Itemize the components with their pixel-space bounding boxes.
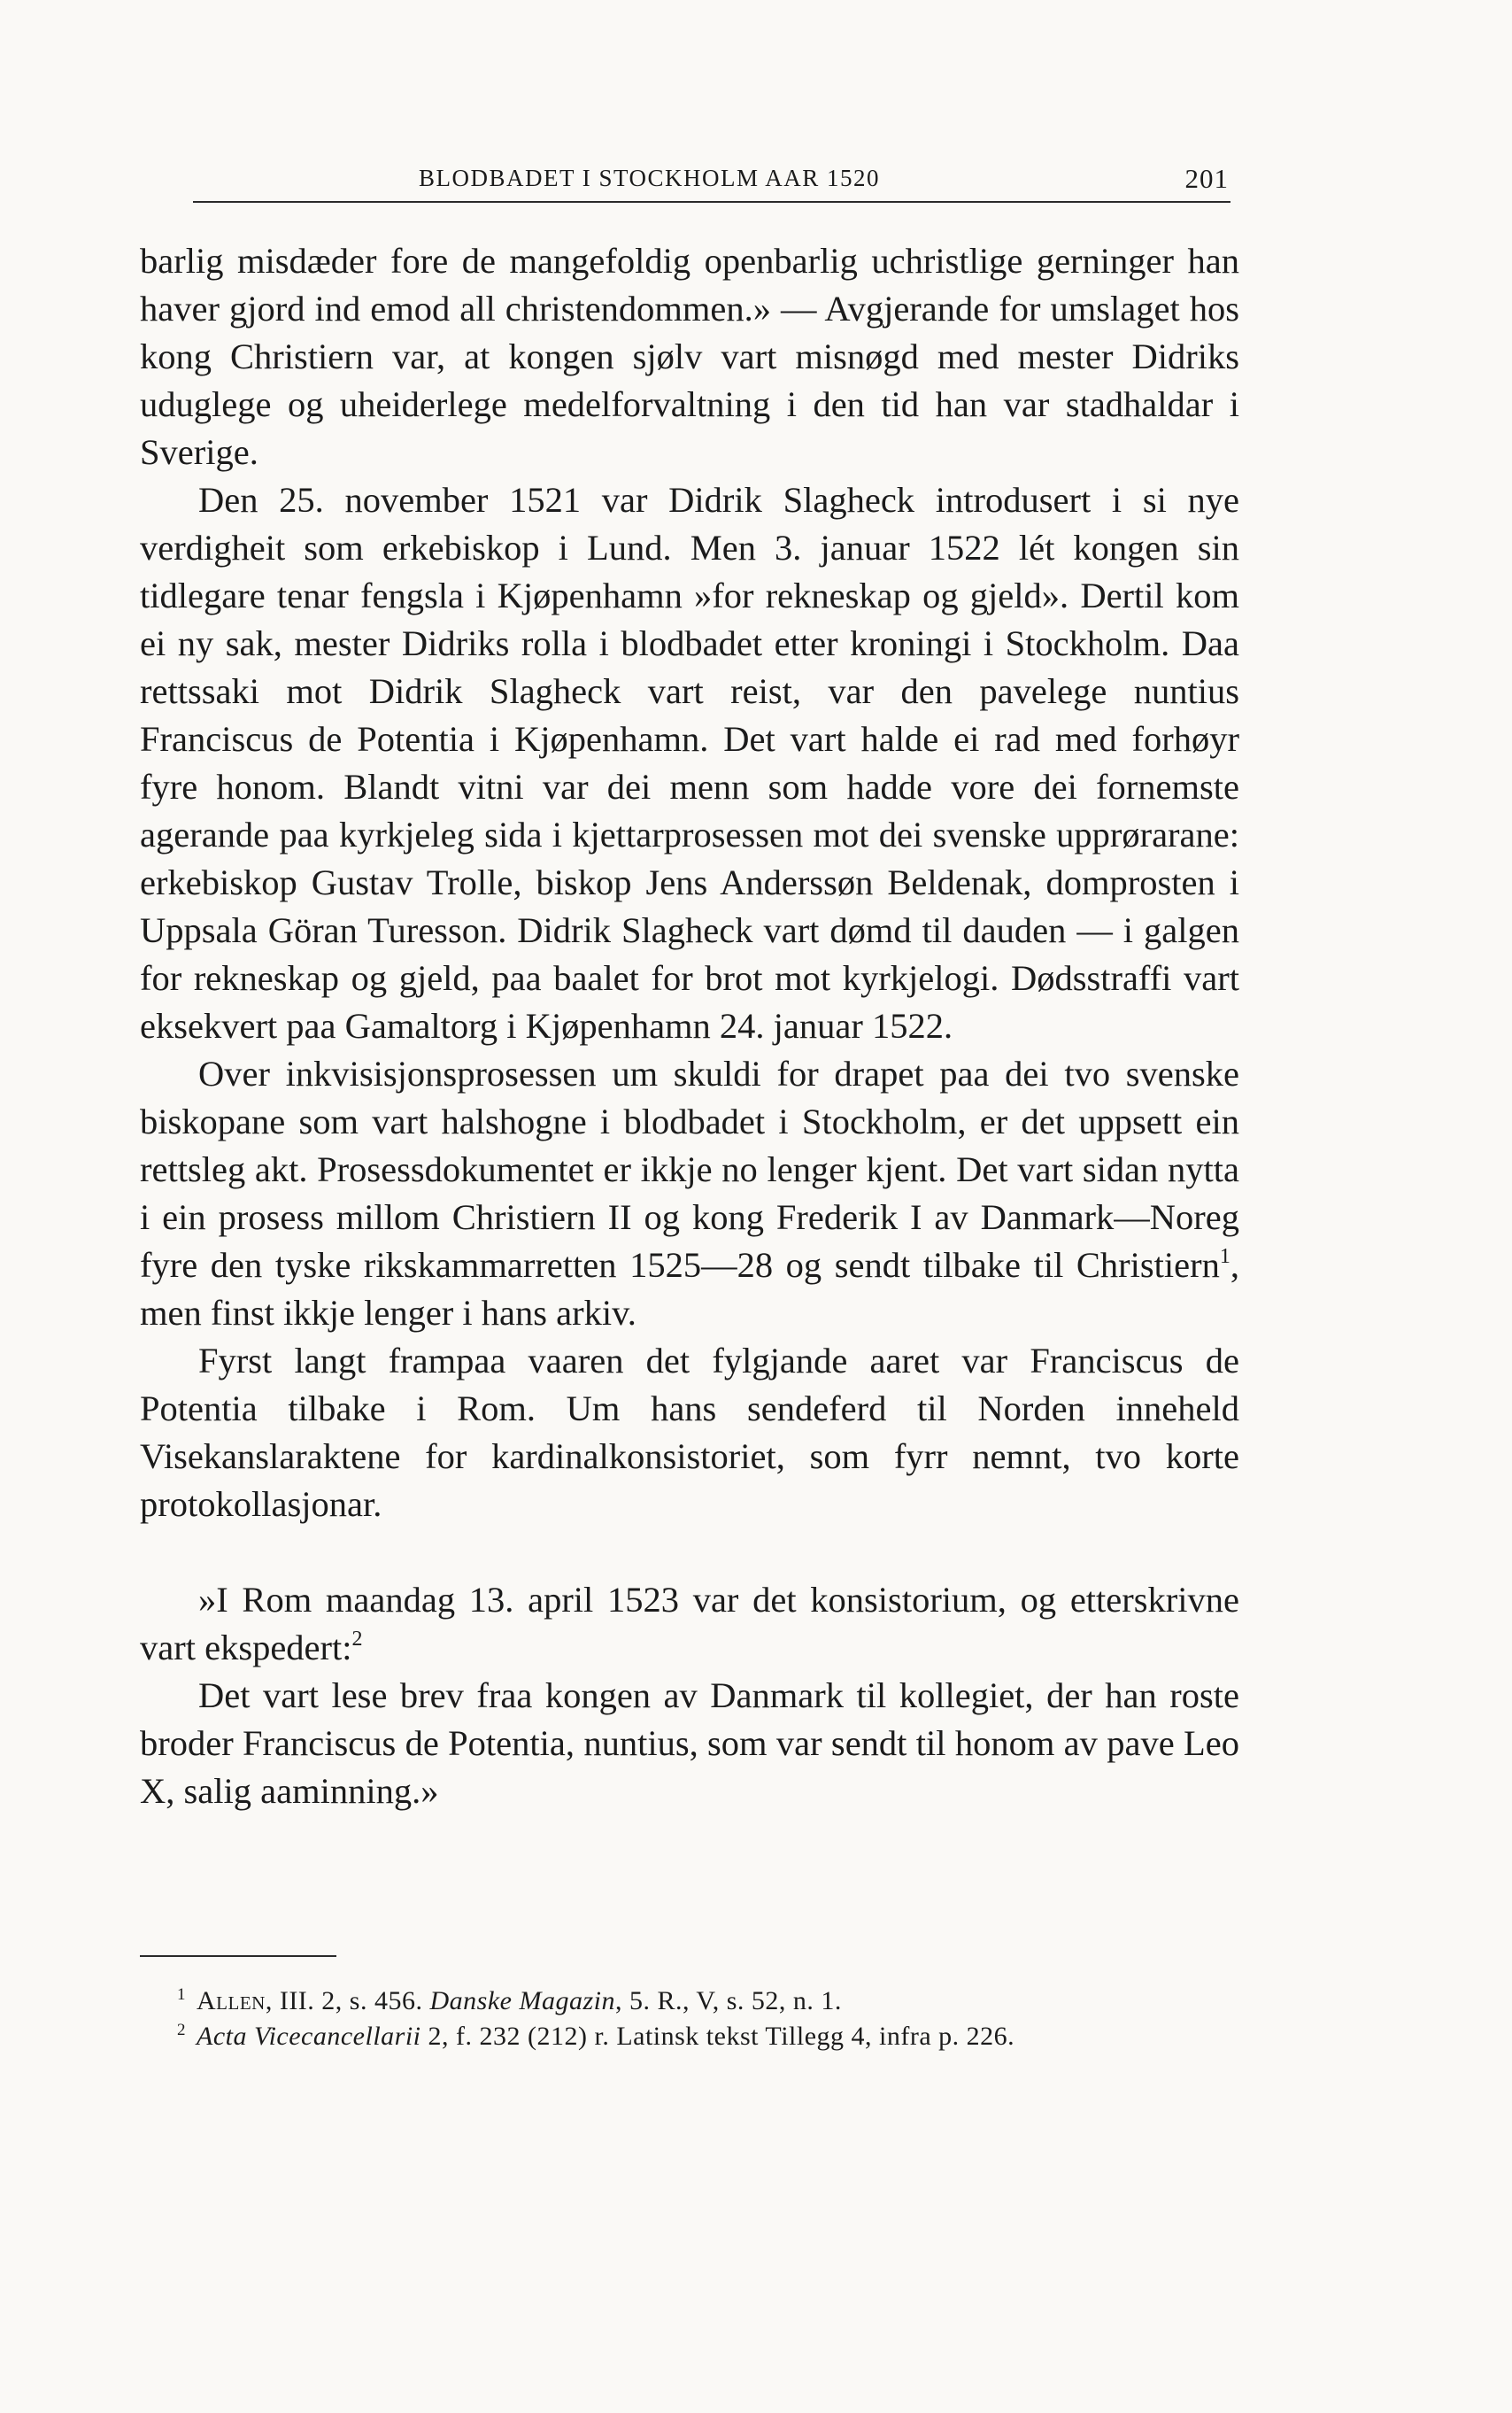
paragraph-3-text-a: Over inkvisisjonsprosessen um skuldi for drapet paa dei tvo svenske biskopane som vart halshogne i blodbadet i Stockholm, er det uppsett ein rettsleg akt. Prosessdokumentet er ikkje no lenger kjent. Det vart sidan nytta i ein prosess millom Christiern II og kong Frederik I av Danmark—Noreg fyre den tyske rikskammarretten 1525—28 og sendt tilbake til Christiern xyxy=(140,1054,1239,1285)
footnote-ref-1: 1 xyxy=(1219,1245,1230,1268)
footnote-2 xyxy=(177,2019,1239,2054)
footnote-2-mark: 2 xyxy=(177,2021,186,2039)
footnote-1-text-b: , 5. R., V, s. 52, n. 1. xyxy=(614,1986,842,2015)
footnote-2-work: Acta Vicecancellarii xyxy=(197,2022,421,2051)
quotation-1-text: »I Rom maandag 13. april 1523 var det konsistorium, og etterskrivne vart ekspedert: xyxy=(140,1580,1239,1667)
footnote-1-text-a: , III. 2, s. 456. xyxy=(265,1986,430,2015)
footnote-ref-2: 2 xyxy=(351,1628,363,1651)
paragraph-4: Fyrst langt frampaa vaaren det fylgjande aaret var Franciscus de Potentia tilbake i Rom. Um hans sendeferd til Norden inneheld Visekanslaraktene for kardinalkonsistoriet, som fyrr nemnt, tvo korte protokollasjonar. xyxy=(140,1341,1239,1524)
header-rule xyxy=(193,201,1230,203)
footnote-1 xyxy=(177,1984,1239,2019)
body-text xyxy=(140,237,1239,1815)
quotation-2: Det vart lese brev fraa kongen av Danmark til kollegiet, der han roste broder Franciscus de Potentia, nuntius, som var sendt til honom av pave Leo X, salig aaminning.» xyxy=(140,1675,1239,1811)
page-number: 201 xyxy=(1184,163,1229,194)
paragraph-3 xyxy=(140,1050,1239,1337)
footnotes xyxy=(177,1984,1239,2054)
paragraph-3-text-b: , men finst ikkje lenger i hans arkiv. xyxy=(140,1245,1239,1333)
footnote-rule xyxy=(140,1955,336,1957)
section-gap xyxy=(140,1528,1239,1576)
footnote-1-mark: 1 xyxy=(177,1985,186,2004)
running-head xyxy=(193,158,1229,202)
footnote-2-text-b: 2, f. 232 (212) r. Latinsk tekst Tillegg 4, infra p. 226. xyxy=(420,2022,1015,2051)
paragraph-1: barlig misdæder fore de mangefoldig openbarlig uchristlige gerninger han haver gjord ind emod all christendommen.» — Avgjerande for umslaget hos kong Christiern var, at kongen sjølv vart misnøgd med mester Didriks uduglege og uheiderlege medelforvaltning i den tid han var stadhaldar i Sverige. xyxy=(140,241,1239,472)
quotation-1 xyxy=(140,1576,1239,1672)
footnote-1-work: Danske Magazin xyxy=(429,1986,615,2015)
footnote-1-author: Allen xyxy=(197,1986,266,2015)
paragraph-2: Den 25. november 1521 var Didrik Slagheck introdusert i si nye verdigheit som erkebiskop i Lund. Men 3. januar 1522 lét kongen sin tidlegare tenar fengsla i Kjøpenhamn »for rekneskap og gjeld». Dertil kom ei ny sak, mester Didriks rolla i blodbadet etter kroningi i Stockholm. Daa rettssaki mot Didrik Slagheck vart reist, var den pavelege nuntius Franciscus de Potentia i Kjøpenhamn. Det vart halde ei rad med forhøyr fyre honom. Blandt vitni var dei menn som hadde vore dei fornemste agerande paa kyrkjeleg sida i kjettarprosessen mot dei svenske upprørarane: erkebiskop Gustav Trolle, biskop Jens Anderssøn Beldenak, domprosten i Uppsala Göran Turesson. Didrik Slagheck vart dømd til dauden — i galgen for rekneskap og gjeld, paa baalet for brot mot kyrkjelogi. Dødsstraffi vart eksekvert paa Gamaltorg i Kjøpenhamn 24. januar 1522. xyxy=(140,480,1239,1046)
running-title: BLODBADET I STOCKHOLM AAR 1520 xyxy=(419,165,881,191)
